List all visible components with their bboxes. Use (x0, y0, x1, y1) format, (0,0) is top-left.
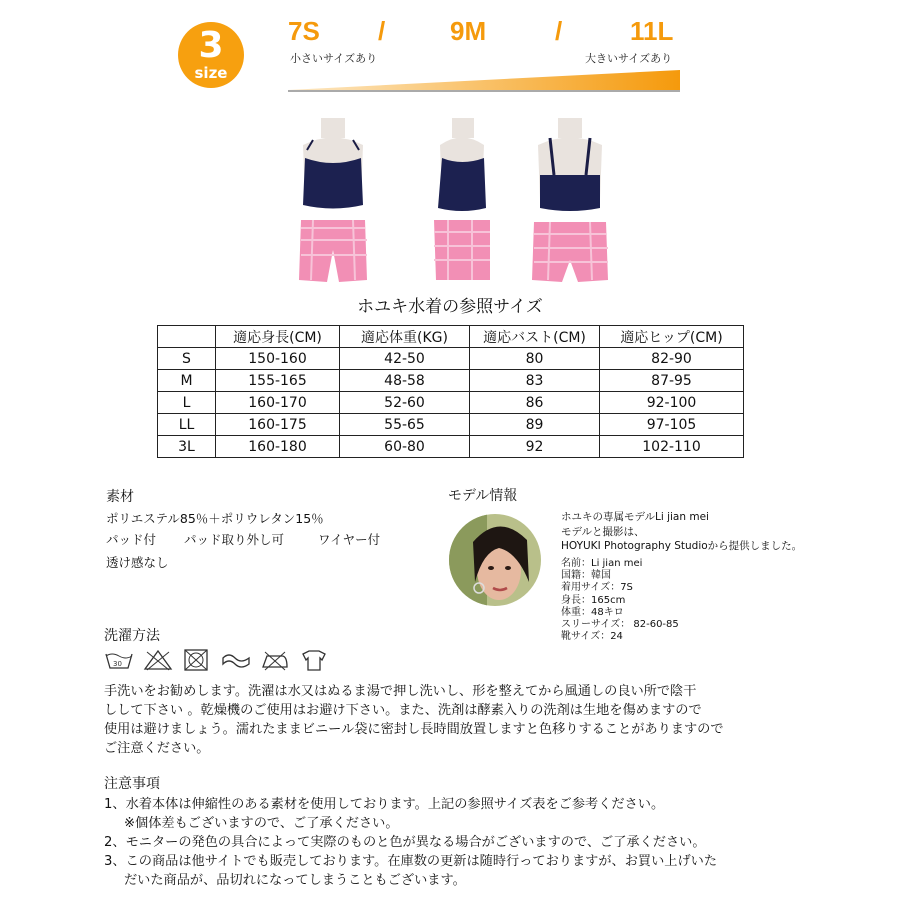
note-line: ※個体差もございますので、ご了承ください。 (124, 816, 399, 831)
note-line: 1、水着本体は伸縮性のある素材を使用しております。上記の参照サイズ表をご参考ください。 (104, 797, 665, 812)
model-details (561, 558, 679, 643)
table-cell: LL (158, 414, 216, 436)
notes-list (104, 795, 717, 890)
table-cell: 160-170 (216, 392, 340, 414)
model-detail-line: 名前：Li jian mei (561, 558, 643, 569)
table-cell: 155-165 (216, 370, 340, 392)
washing-title: 洗濯方法 (104, 628, 160, 644)
swimsuit-side-image (412, 110, 512, 290)
table-header-cell: 適応ヒップ(CM) (600, 326, 744, 348)
large-size-note: 大きいサイズあり (585, 52, 673, 65)
model-intro-line: HOYUKI Photography Studioから提供しました。 (561, 540, 803, 552)
table-cell: 52-60 (340, 392, 470, 414)
table-header-cell: 適応身長(CM) (216, 326, 340, 348)
table-cell: 160-180 (216, 436, 340, 458)
table-cell: 82-90 (600, 348, 744, 370)
small-size-note: 小さいサイズあり (290, 52, 378, 65)
size-9m: 9M (450, 16, 487, 46)
table-cell: L (158, 392, 216, 414)
badge-number: 3 (198, 25, 224, 66)
table-row (158, 392, 744, 414)
table-cell: 3L (158, 436, 216, 458)
care-icons (104, 648, 333, 672)
size-count-badge (178, 22, 244, 88)
feature-removable-pad: パッド取り外し可 (184, 532, 285, 547)
size-chart-table (157, 325, 744, 458)
material-transparency: 透け感なし (106, 555, 169, 570)
table-cell: 42-50 (340, 348, 470, 370)
notes-title: 注意事項 (104, 776, 160, 792)
note-line: 2、モニターの発色の具合によって実際のものと色が異なる場合がございますので、ご了承ください。 (104, 835, 706, 850)
table-cell: 60-80 (340, 436, 470, 458)
washing-line: 手洗いをお勧めします。洗濯は水又はぬるま湯で押し洗いし、形を整えてから風通しの良い所で陰干 (104, 684, 697, 699)
table-cell: 86 (470, 392, 600, 414)
table-header-cell: 適応バスト(CM) (470, 326, 600, 348)
model-intro-line: ホユキの専属モデルLi jian mei (561, 511, 709, 523)
material-title: 素材 (106, 489, 134, 505)
table-cell: 97-105 (600, 414, 744, 436)
table-cell: 150-160 (216, 348, 340, 370)
model-info-title: モデル情報 (448, 488, 518, 504)
size-table-title: ホユキ水着の参照サイズ (357, 297, 543, 317)
table-header-row (158, 326, 744, 348)
table-cell: 55-65 (340, 414, 470, 436)
shade-dry-icon (299, 648, 329, 672)
no-bleach-icon (143, 648, 173, 672)
wring-gently-icon (221, 648, 251, 672)
table-cell: M (158, 370, 216, 392)
table-header-cell (158, 326, 216, 348)
table-row (158, 348, 744, 370)
no-iron-icon (260, 648, 290, 672)
size-gradient-bar (288, 68, 684, 94)
washing-instructions (104, 682, 724, 758)
svg-text:30: 30 (113, 660, 122, 668)
table-cell: 89 (470, 414, 600, 436)
material-composition: ポリエステル85％＋ポリウレタン15％ (106, 511, 324, 526)
table-row (158, 370, 744, 392)
table-cell: S (158, 348, 216, 370)
note-line: 3、この商品は他サイトでも販売しております。在庫数の更新は随時行っておりますが、お買い上げいた (104, 854, 718, 869)
size-separator: / (378, 16, 386, 46)
model-detail-line: 着用サイズ：7S (561, 582, 633, 594)
size-separator: / (555, 16, 563, 46)
table-cell: 80 (470, 348, 600, 370)
swimsuit-back-image (520, 110, 620, 290)
table-cell: 102-110 (600, 436, 744, 458)
swimsuit-front-image (283, 110, 383, 290)
table-cell: 48-58 (340, 370, 470, 392)
size-11l: 11L (630, 16, 674, 46)
model-detail-line: スリーサイズ： 82-60-85 (561, 619, 679, 631)
washing-line: ご注意ください。 (104, 741, 210, 756)
table-cell: 87-95 (600, 370, 744, 392)
model-detail-line: 国籍：韓国 (561, 570, 611, 582)
model-intro (561, 510, 802, 554)
model-detail-line: 靴サイズ：24 (561, 631, 623, 643)
table-header-cell: 適応体重(KG) (340, 326, 470, 348)
table-row (158, 436, 744, 458)
model-avatar (447, 512, 543, 608)
feature-pad: パッド付 (106, 532, 157, 547)
table-cell: 83 (470, 370, 600, 392)
note-line: だいた商品が、品切れになってしまうこともございます。 (124, 873, 466, 888)
model-detail-line: 身長：165cm (561, 594, 626, 606)
washing-line: 使用は避けましょう。濡れたままビニール袋に密封し長時間放置しますと色移りすることがありますので (104, 722, 724, 737)
no-tumble-dry-icon (182, 648, 212, 672)
model-intro-line: モデルと撮影は、 (561, 525, 645, 538)
feature-wire: ワイヤー付 (318, 532, 381, 547)
table-cell: 92-100 (600, 392, 744, 414)
table-row (158, 414, 744, 436)
table-cell: 92 (470, 436, 600, 458)
table-cell: 160-175 (216, 414, 340, 436)
model-detail-line: 体重：48キロ (561, 606, 624, 618)
badge-label: size (194, 64, 228, 82)
size-7s: 7S (288, 16, 320, 46)
hand-wash-30-icon (104, 648, 134, 672)
washing-line: しして下さい 。乾燥機のご使用はお避け下さい。また、洗剤は酵素入りの洗剤は生地を傷めますので (104, 703, 702, 718)
